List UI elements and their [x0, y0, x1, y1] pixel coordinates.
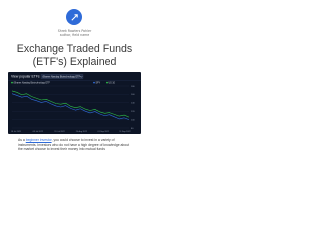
x-tick-label: 19 Jul 2022	[54, 131, 65, 133]
intro-text-start: As a	[18, 138, 26, 142]
page-title-line-2: (ETF's) Explained	[32, 56, 117, 68]
y-tick-label: 160	[131, 94, 135, 97]
y-tick-label: 100	[131, 119, 135, 122]
x-tick-label: 18 Jul 2021	[10, 131, 22, 133]
etf-selector-label: iShares Nasdaq Biotechnology ETF	[42, 75, 81, 79]
x-tick-label: 11 Sep 2022	[119, 131, 131, 133]
page-title: Exchange Traded Funds	[16, 43, 133, 55]
legend-item: SPY	[95, 82, 101, 85]
intro-paragraph	[18, 138, 131, 152]
series-line-2	[12, 94, 129, 120]
x-tick-label: 20 Aug 2022	[75, 131, 88, 133]
y-tick-label: 80	[131, 127, 134, 130]
star-icon	[70, 13, 79, 22]
x-tick-label: 08 Jul 2022	[32, 131, 43, 133]
etf-line-chart	[8, 72, 141, 134]
series-line-1	[12, 91, 129, 117]
y-tick-label: 120	[131, 111, 135, 113]
y-tick-label: 180	[131, 85, 135, 88]
etf-chart-card	[8, 72, 141, 134]
x-tick-label: 01 Sep 2022	[97, 131, 109, 133]
intro-text-end: , you could choose to invest in a variety of instruments. Investors who do not have a high degree of knowledge about the market choose to invest their money into mutual funds	[18, 138, 130, 152]
beginner-investor-link[interactable]: beginner investor	[25, 138, 52, 142]
author-name: Shrek Rawlers Pohler	[57, 29, 92, 33]
legend-item: iShares Nasdaq Biotechnology ETF	[13, 82, 50, 85]
author-avatar-icon	[66, 9, 82, 25]
legend-item: US 10	[108, 82, 115, 85]
author-role: author, field name	[59, 33, 90, 37]
y-tick-label: 140	[131, 102, 135, 105]
chart-header: View popular ETFs	[11, 74, 40, 79]
